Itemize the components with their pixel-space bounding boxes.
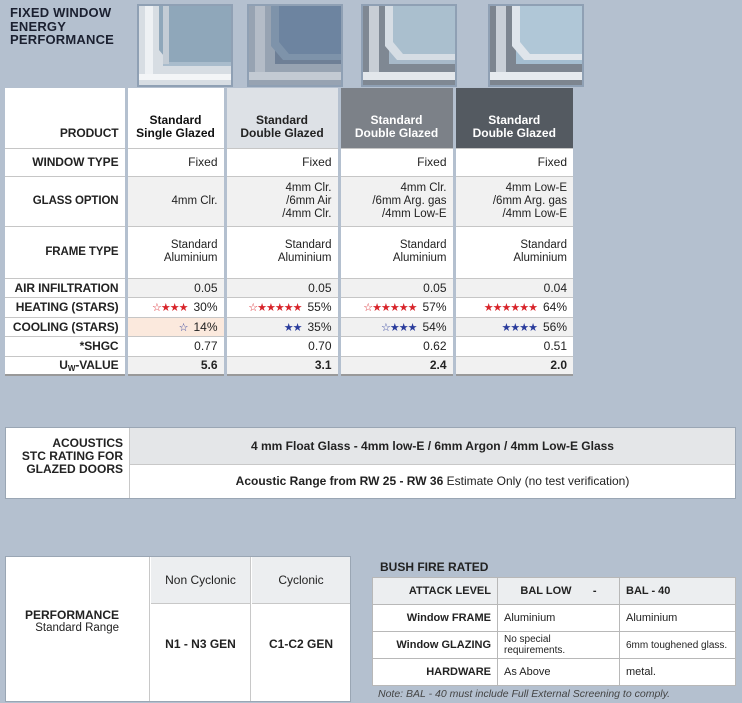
bf-label: Window GLAZING [373, 632, 498, 659]
cooling-stars-icon: ☆ [178, 321, 188, 334]
bf-cell: BAL - 40 [620, 578, 736, 605]
product-name: Standard Double Glazed [339, 88, 454, 148]
cooling-stars-icon: ★★ [283, 321, 302, 334]
glass-option-cell: 4mm Low-E /6mm Arg. gas /4mm Low-E [454, 176, 573, 226]
row-label-frame-type: FRAME TYPE [5, 226, 126, 278]
acoustics-label: ACOUSTICS STC RATING FOR GLAZED DOORS [6, 428, 129, 498]
air-cell: 0.05 [126, 278, 225, 298]
window-type-cell: Fixed [454, 148, 573, 176]
shgc-row [5, 337, 573, 357]
window-type-row [5, 148, 573, 176]
frame-type-cell: Standard Aluminium [225, 226, 339, 278]
page-title: FIXED WINDOW ENERGY PERFORMANCE [10, 5, 115, 47]
bf-label: ATTACK LEVEL [373, 578, 498, 605]
performance-label: PERFORMANCE Standard Range [6, 557, 150, 701]
window-double-glazed-image [247, 4, 343, 87]
heating-cell: ☆★★★★★ 55% [225, 298, 339, 318]
heating-stars-icon: ☆★★★★★ [363, 302, 417, 315]
air-infiltration-row [5, 278, 573, 298]
heating-cell: ★★★★★★ 64% [454, 298, 573, 318]
bf-cell: 6mm toughened glass. [620, 632, 736, 659]
product-row [5, 88, 573, 148]
shgc-cell: 0.51 [454, 337, 573, 357]
table-row [373, 605, 736, 632]
bf-label: Window FRAME [373, 605, 498, 632]
cyclonic-performance-panel [5, 556, 351, 702]
cooling-cell: ★★ 35% [225, 317, 339, 337]
cooling-cell: ☆★★★ 54% [339, 317, 454, 337]
bushfire-table [372, 577, 736, 686]
frame-type-cell: Standard Aluminium [339, 226, 454, 278]
glass-option-row [5, 176, 573, 226]
bf-cell: Aluminium [620, 605, 736, 632]
heating-stars-icon: ☆★★★ [152, 302, 188, 315]
cooling-row [5, 317, 573, 337]
glass-option-cell: 4mm Clr. /6mm Arg. gas /4mm Low-E [339, 176, 454, 226]
product-name: Standard Double Glazed [225, 88, 339, 148]
bushfire-note: Note: BAL - 40 must include Full External Screening to comply. [378, 688, 671, 700]
window-double-glazed-lowe-image [488, 4, 584, 87]
heating-cell: ☆★★★ 30% [126, 298, 225, 318]
table-row [373, 578, 736, 605]
product-name: Standard Single Glazed [126, 88, 225, 148]
uw-value-row [5, 356, 573, 375]
uw-cell: 3.1 [225, 356, 339, 375]
row-label-air-infiltration: AIR INFILTRATION [5, 278, 126, 298]
row-label-uw-value: $U_W$-VALUE [5, 356, 126, 375]
non-cyclonic-header: Non Cyclonic [151, 557, 251, 604]
cyclonic-header: Cyclonic [252, 557, 350, 604]
uw-cell: 2.4 [339, 356, 454, 375]
acoustics-glass-spec: 4 mm Float Glass - 4mm low-E / 6mm Argon / 4mm Low-E Glass [129, 428, 735, 465]
shgc-cell: 0.70 [225, 337, 339, 357]
bf-cell: As Above [498, 659, 620, 686]
product-name: Standard Double Glazed [454, 88, 573, 148]
cooling-stars-icon: ★★★★ [501, 321, 537, 334]
window-type-cell: Fixed [225, 148, 339, 176]
table-row [373, 632, 736, 659]
row-label-product: PRODUCT [5, 88, 126, 148]
bf-cell: Aluminium [498, 605, 620, 632]
cooling-cell: ☆ 14% [126, 317, 225, 337]
window-double-glazed-argon-image [361, 4, 457, 87]
row-label-cooling: COOLING (STARS) [5, 317, 126, 337]
air-cell: 0.05 [339, 278, 454, 298]
heating-cell: ☆★★★★★ 57% [339, 298, 454, 318]
heating-row [5, 298, 573, 318]
frame-type-cell: Standard Aluminium [126, 226, 225, 278]
energy-performance-table [5, 88, 573, 376]
bf-cell: BAL LOW - [498, 578, 620, 605]
air-cell: 0.05 [225, 278, 339, 298]
acoustics-range: Acoustic Range from RW 25 - RW 36 Estimate Only (no test verification) [129, 465, 735, 498]
row-label-glass-option: GLASS OPTION [5, 176, 126, 226]
uw-cell: 2.0 [454, 356, 573, 375]
row-label-heating: HEATING (STARS) [5, 298, 126, 318]
glass-option-cell: 4mm Clr. /6mm Air /4mm Clr. [225, 176, 339, 226]
shgc-cell: 0.77 [126, 337, 225, 357]
acoustics-panel [5, 427, 736, 499]
bf-label: HARDWARE [373, 659, 498, 686]
cyclonic-value: C1-C2 GEN [268, 637, 333, 651]
uw-cell: 5.6 [126, 356, 225, 375]
bf-cell: metal. [620, 659, 736, 686]
bf-cell: No special requirements. [498, 632, 620, 659]
row-label-window-type: WINDOW TYPE [5, 148, 126, 176]
window-type-cell: Fixed [126, 148, 225, 176]
table-row [373, 659, 736, 686]
non-cyclonic-value: N1 - N3 GEN [151, 604, 251, 701]
frame-type-cell: Standard Aluminium [454, 226, 573, 278]
cooling-stars-icon: ☆★★★ [381, 321, 417, 334]
glass-option-cell: 4mm Clr. [126, 176, 225, 226]
heating-stars-icon: ★★★★★★ [483, 302, 537, 315]
window-type-cell: Fixed [339, 148, 454, 176]
heating-stars-icon: ☆★★★★★ [248, 302, 302, 315]
cooling-cell: ★★★★ 56% [454, 317, 573, 337]
window-single-glazed-image [137, 4, 233, 87]
air-cell: 0.04 [454, 278, 573, 298]
frame-type-row [5, 226, 573, 278]
shgc-cell: 0.62 [339, 337, 454, 357]
row-label-shgc: *SHGC [5, 337, 126, 357]
bushfire-title: BUSH FIRE RATED [380, 560, 489, 574]
